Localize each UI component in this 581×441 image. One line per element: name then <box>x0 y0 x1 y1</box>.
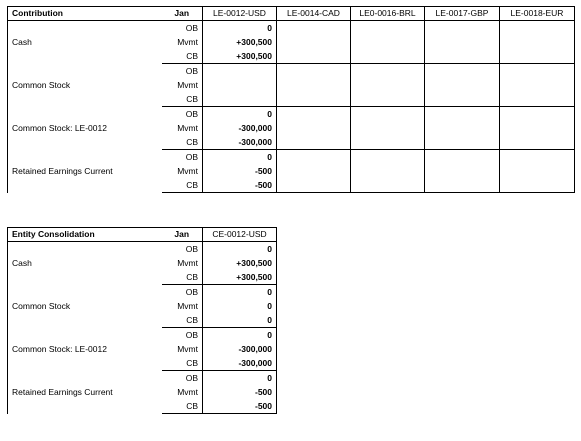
row-type: OB <box>185 22 198 33</box>
month-header: Jan <box>162 228 203 242</box>
row-type: OB <box>185 372 198 383</box>
value-cell <box>277 35 351 49</box>
value-cell <box>500 49 575 64</box>
value-cell <box>351 150 425 165</box>
account-label: Cash <box>8 242 162 285</box>
consolidation-table <box>7 227 277 414</box>
row-type: Mvmt <box>177 79 198 90</box>
value-cell: +300,500 <box>203 49 277 64</box>
value-cell: -300,000 <box>203 342 277 356</box>
value-cell <box>500 150 575 165</box>
month-header: Jan <box>162 7 203 21</box>
value-cell <box>500 78 575 92</box>
row-type: CB <box>162 92 203 107</box>
value-cell <box>277 121 351 135</box>
table-row <box>8 150 575 165</box>
value-cell <box>277 164 351 178</box>
value-cell: -300,000 <box>203 121 277 135</box>
row-type: CB <box>162 178 203 193</box>
contribution-title: Contribution <box>8 7 162 21</box>
value-cell: 0 <box>203 242 277 257</box>
value-cell <box>277 21 351 36</box>
value-cell <box>277 178 351 193</box>
value-cell: 0 <box>203 21 277 36</box>
value-cell: 0 <box>203 299 277 313</box>
row-type: CB <box>162 313 203 328</box>
column-header: LE-0012-USD <box>203 7 277 21</box>
table-row <box>8 285 277 300</box>
account-label: Common Stock: LE-0012 <box>8 107 162 150</box>
value-cell: 0 <box>203 150 277 165</box>
account-label: Common Stock <box>8 285 162 328</box>
column-header: CE-0012-USD <box>203 228 277 242</box>
account-label: Retained Earnings Current <box>8 150 162 193</box>
column-header: LE-0018-EUR <box>500 7 575 21</box>
value-cell <box>425 107 500 122</box>
row-type: OB <box>185 65 198 76</box>
value-cell <box>500 178 575 193</box>
value-cell <box>500 135 575 150</box>
value-cell <box>425 49 500 64</box>
row-type: Mvmt <box>177 165 198 176</box>
row-type: CB <box>162 399 203 414</box>
value-cell <box>500 35 575 49</box>
value-cell <box>277 135 351 150</box>
value-cell <box>277 78 351 92</box>
row-type: CB <box>162 356 203 371</box>
value-cell <box>277 92 351 107</box>
consolidation-header-row <box>8 228 277 242</box>
row-type: OB <box>185 329 198 340</box>
table-row <box>8 64 575 79</box>
row-type: OB <box>185 151 198 162</box>
value-cell <box>425 64 500 79</box>
row-type: OB <box>185 243 198 254</box>
value-cell: 0 <box>203 313 277 328</box>
value-cell <box>351 64 425 79</box>
value-cell <box>425 150 500 165</box>
table-row <box>8 21 575 36</box>
value-cell <box>500 107 575 122</box>
value-cell <box>203 64 277 79</box>
row-type: OB <box>185 286 198 297</box>
value-cell <box>277 150 351 165</box>
value-cell <box>425 135 500 150</box>
value-cell <box>203 92 277 107</box>
column-header: LE-0014-CAD <box>277 7 351 21</box>
column-header: LE0-0016-BRL <box>351 7 425 21</box>
column-header: LE-0017-GBP <box>425 7 500 21</box>
table-row <box>8 242 277 257</box>
value-cell: -500 <box>203 385 277 399</box>
value-cell <box>351 49 425 64</box>
value-cell <box>203 78 277 92</box>
value-cell <box>425 92 500 107</box>
value-cell <box>425 164 500 178</box>
value-cell: -500 <box>203 178 277 193</box>
value-cell <box>351 78 425 92</box>
row-type: Mvmt <box>177 257 198 268</box>
value-cell <box>277 49 351 64</box>
value-cell <box>500 164 575 178</box>
value-cell <box>351 121 425 135</box>
value-cell <box>500 92 575 107</box>
value-cell: +300,500 <box>203 270 277 285</box>
value-cell <box>351 135 425 150</box>
value-cell: 0 <box>203 371 277 386</box>
value-cell <box>351 92 425 107</box>
value-cell: +300,500 <box>203 35 277 49</box>
value-cell <box>351 164 425 178</box>
value-cell <box>500 121 575 135</box>
table-row <box>8 328 277 343</box>
value-cell <box>351 178 425 193</box>
value-cell <box>425 121 500 135</box>
row-type: Mvmt <box>177 343 198 354</box>
value-cell: -300,000 <box>203 356 277 371</box>
contribution-header-row <box>8 7 575 21</box>
value-cell <box>425 78 500 92</box>
value-cell <box>277 107 351 122</box>
table-row <box>8 107 575 122</box>
row-type: CB <box>162 49 203 64</box>
account-label: Cash <box>8 21 162 64</box>
value-cell: 0 <box>203 328 277 343</box>
value-cell <box>425 178 500 193</box>
value-cell <box>425 21 500 36</box>
row-type: Mvmt <box>177 386 198 397</box>
row-type: Mvmt <box>177 122 198 133</box>
account-label: Retained Earnings Current <box>8 371 162 414</box>
row-type: Mvmt <box>177 36 198 47</box>
value-cell: -500 <box>203 399 277 414</box>
value-cell <box>425 35 500 49</box>
value-cell <box>351 107 425 122</box>
value-cell <box>500 21 575 36</box>
value-cell <box>500 64 575 79</box>
value-cell: 0 <box>203 285 277 300</box>
value-cell: -500 <box>203 164 277 178</box>
row-type: OB <box>185 108 198 119</box>
account-label: Common Stock: LE-0012 <box>8 328 162 371</box>
consolidation-title: Entity Consolidation <box>8 228 162 242</box>
contribution-table <box>7 6 575 193</box>
value-cell: 0 <box>203 107 277 122</box>
value-cell: -300,000 <box>203 135 277 150</box>
row-type: Mvmt <box>177 300 198 311</box>
table-row <box>8 371 277 386</box>
row-type: CB <box>162 135 203 150</box>
account-label: Common Stock <box>8 64 162 107</box>
value-cell <box>351 21 425 36</box>
value-cell: +300,500 <box>203 256 277 270</box>
value-cell <box>351 35 425 49</box>
value-cell <box>277 64 351 79</box>
row-type: CB <box>162 270 203 285</box>
